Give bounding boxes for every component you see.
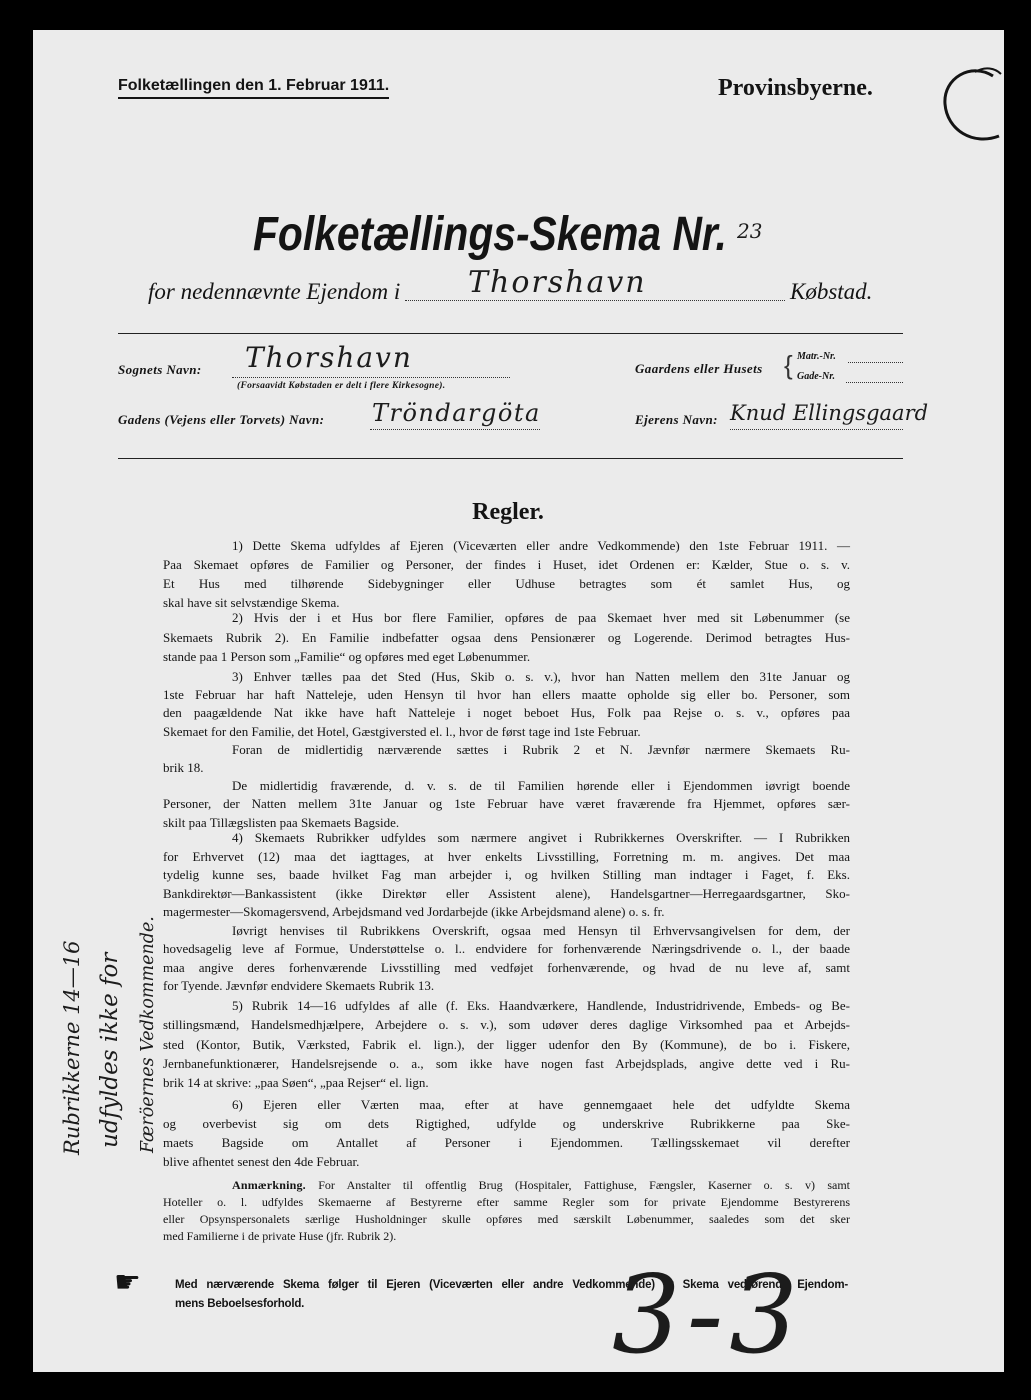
matr-dotted-line: [848, 362, 903, 363]
rule-line: skal have sit selvstændige Skema.: [163, 595, 340, 610]
note-line: eller Opsynspersonalets særlige Husholdninger skulle opføres med særskilt Løbenummer, saaledes som det sker: [163, 1212, 850, 1226]
note-text: For Anstalter til offentlig Brug (Hospitaler, Fattighuse, Fængsler, Kaserner o. s. v) samt: [318, 1178, 851, 1192]
owner-label: Ejerens Navn:: [635, 412, 718, 427]
rule-paragraph: [163, 608, 850, 667]
parish-label: Sognets Navn:: [118, 362, 202, 377]
note-line: med Familierne i de private Huse (jfr. Rubrik 2).: [163, 1229, 397, 1243]
rule-line: 3) Enhver tælles paa det Sted (Hus, Skib o. s. v.), hvor han Natten mellem den 31te Januar og: [232, 669, 850, 684]
divider-bottom: [118, 458, 903, 459]
rule-line: og overbevist sig om dets Rigtighed, udfylde og underskrive Rubrikkerne paa Ske-: [163, 1116, 850, 1131]
house-label: Gaardens eller Husets: [635, 361, 763, 376]
parish-name: Thorshavn: [245, 341, 413, 374]
rule-line: 6) Ejeren eller Værten maa, efter at have gennemgaaet hele det udfyldte Skema: [232, 1097, 850, 1112]
rule-line: 1) Dette Skema udfyldes af Ejeren (Viceværten eller andre Vedkommende) den 1ste Februar 1911. —: [232, 538, 850, 553]
street-label: Gadens (Vejens eller Torvets) Navn:: [118, 412, 325, 427]
rule-line: Foran de midlertidig nærværende sættes i Rubrik 2 et N. Jævnfør nærmere Skemaets Ru-: [232, 741, 850, 757]
rule-line: Bankdirektør—Bankassistent (ikke Direktør eller Assistent alene), Handelsgartner—Herregaardsgartner, Sko-: [163, 885, 850, 901]
parish-dotted-line: [232, 377, 510, 378]
rule-line: maets Bagside om Antallet af Personer i Ejendommen. Tællingsskemaet vil derefter: [163, 1135, 850, 1150]
rule-line: magermester—Skomagersvend, Arbejdsmand ved Jordarbejde (ikke Arbejdsmand alene) o. s. fr.: [163, 904, 665, 919]
rule-paragraph: [163, 536, 850, 612]
census-title: Folketællingen den 1. Februar 1911.: [118, 76, 389, 99]
rule-paragraph: [163, 668, 850, 832]
region-label: Provinsbyerne.: [718, 75, 873, 101]
rule-paragraph: [163, 1095, 850, 1171]
owner-dotted-line: [730, 429, 903, 430]
rule-line: Personer, der Natten mellem 31te Januar og 1ste Februar have været fraværende fra Hjemmet, opføres sær-: [163, 796, 850, 812]
rule-line: Jernbanefunktionærer, Handelsrejsende o. a., som ikke have nogen fast Arbejdsplads, angive dette ved i Ru-: [163, 1055, 850, 1071]
rules-heading: Regler.: [472, 499, 544, 525]
rule-line: 4) Skemaets Rubrikker udfyldes som nærmere angivet i Rubrikkernes Overskrifter. — I Rubrikken: [232, 830, 850, 845]
gade-label: Gade-Nr.: [797, 371, 836, 382]
rule-line: Paa Skemaet opføres de Familier og Personer, der findes i Huset, idet Ordenen er: Kælder, Stue o. s. v.: [163, 557, 850, 572]
property-suffix: Købstad.: [790, 279, 873, 304]
rule-line: sted (Kontor, Butik, Værksted, Fabrik el. lign.), der ligger udenfor den By (Kommune), de bo i. Fiskere,: [163, 1036, 850, 1052]
corner-scribble-icon: [935, 62, 1003, 152]
parish-note: (Forsaavidt Købstaden er delt i flere Kirkesogne).: [237, 381, 446, 391]
rule-line: 5) Rubrik 14—16 udfyldes af alle (f. Eks. Haandværkere, Handlende, Industridrivende, Embeds- og Be-: [232, 998, 850, 1013]
owner-name: Knud Ellingsgaard: [730, 401, 929, 425]
rule-line: De midlertidig fraværende, d. v. s. de til Familien hørende eller i Ejendommen iøvrigt boende: [232, 778, 850, 794]
rule-line: Et Hus med tilhørende Sidebygninger eller Udhuse betragtes som ét samlet Hus, og: [163, 576, 850, 591]
rule-line: tydelig kunne ses, baade hvilket Fag man arbejder i, og hvilken Stilling man indtager i Faget, f. Eks.: [163, 867, 850, 882]
form-title: Folketællings-Skema Nr.: [253, 208, 727, 261]
rule-paragraph: [163, 996, 850, 1092]
rule-line: stande paa 1 Person som „Familie“ og opføres med eget Løbenummer.: [163, 649, 531, 664]
margin-note-line: Færöernes Vedkommende.: [138, 916, 158, 1154]
rule-line: den paagældende Nat ikke have haft Natteleje i noget beboet Hus, Folk paa Rejse o. s. v., opføres paa: [163, 705, 850, 721]
rule-line: stillingsmænd, Handelsmedhjælpere, Arbejdere o. s. v.), som udøver deres daglige Virksomhed paa et Arbejds-: [163, 1017, 850, 1033]
street-dotted-line: [370, 429, 540, 430]
rule-line: Skemaets Rubrik 2). En Familie indbefatter ogsaa dens Pensionærer og Logerende. Derimod betragtes Hus-: [163, 629, 850, 645]
rule-line: for Tyende. Jævnfør endvidere Skemaets Rubrik 13.: [163, 978, 435, 993]
note-label: Anmærkning.: [232, 1178, 306, 1192]
brace-icon: {: [784, 350, 793, 380]
town-name: Thorshavn: [468, 265, 647, 300]
matr-label: Matr.-Nr.: [797, 351, 836, 362]
rule-line: 1ste Februar har haft Natteleje, uden Hensyn til hvor han ellers maatte opholde sig eller bo. Personer, som: [163, 687, 850, 703]
rule-line: Iøvrigt henvises til Rubrikkens Overskrift, ogsaa med Hensyn til Erhvervsangivelsen for dem, der: [232, 922, 850, 938]
rule-line: blive afhentet senest den 4de Februar.: [163, 1154, 360, 1169]
footer-line: Med nærværende Skema følger til Ejeren (Viceværten eller andre Vedkommende) et Skema vedrørende Ejendom-: [175, 1279, 848, 1291]
property-prefix: for nedennævnte Ejendom i: [148, 279, 401, 304]
rule-line: maa angive deres forhenværende Livsstilling med vedføjet forhenværende, og hvad de nu leve af, samt: [163, 959, 850, 975]
rule-line: Skemaet for den Familie, det Hotel, Gæstgiversted el. l., hvor de først tage ind 1ste Februar.: [163, 723, 641, 739]
rule-paragraph: [163, 829, 850, 996]
rule-line: 2) Hvis der i et Hus bor flere Familier, opføres de paa Skemaet hver med sit Løbenummer (se: [232, 610, 850, 625]
gade-dotted-line: [846, 382, 903, 383]
rule-line: for Erhvervet (12) maa det iagttages, at hver enkelts Livsstilling, Forretning m. m. angives. Det maa: [163, 848, 850, 864]
street-name: Tröndargöta: [372, 399, 541, 427]
rule-line: brik 18.: [163, 760, 204, 776]
pointing-hand-icon: ☛: [114, 1265, 141, 1300]
note-line: Hoteller o. l. udfyldes Skemaerne af Bestyrerne efter samme Regler som for private Ejendomme Bestyrerens: [163, 1195, 850, 1209]
form-number: 23: [737, 219, 763, 243]
rule-line: hovedsagelig leve af Formue, Understøttelse o. l.. endvidere for forhenværende Næringsdrivende o. l., der baade: [163, 941, 850, 956]
handwritten-total: 3-3: [612, 1253, 804, 1378]
rule-line: skilt paa Tillægslisten paa Skemaets Bagside.: [163, 814, 400, 830]
footer-line: mens Beboelsesforhold.: [175, 1298, 305, 1310]
town-dotted-line: [405, 300, 785, 301]
divider-top: [118, 333, 903, 334]
rule-line: brik 14 at skrive: „paa Søen“, „paa Rejser“ el. lign.: [163, 1075, 429, 1091]
note-line: [163, 1177, 850, 1194]
note-paragraph: [163, 1177, 850, 1245]
margin-note-line: udfyldes ikke for: [97, 952, 123, 1148]
margin-note-line: Rubrikkerne 14—16: [60, 940, 84, 1156]
